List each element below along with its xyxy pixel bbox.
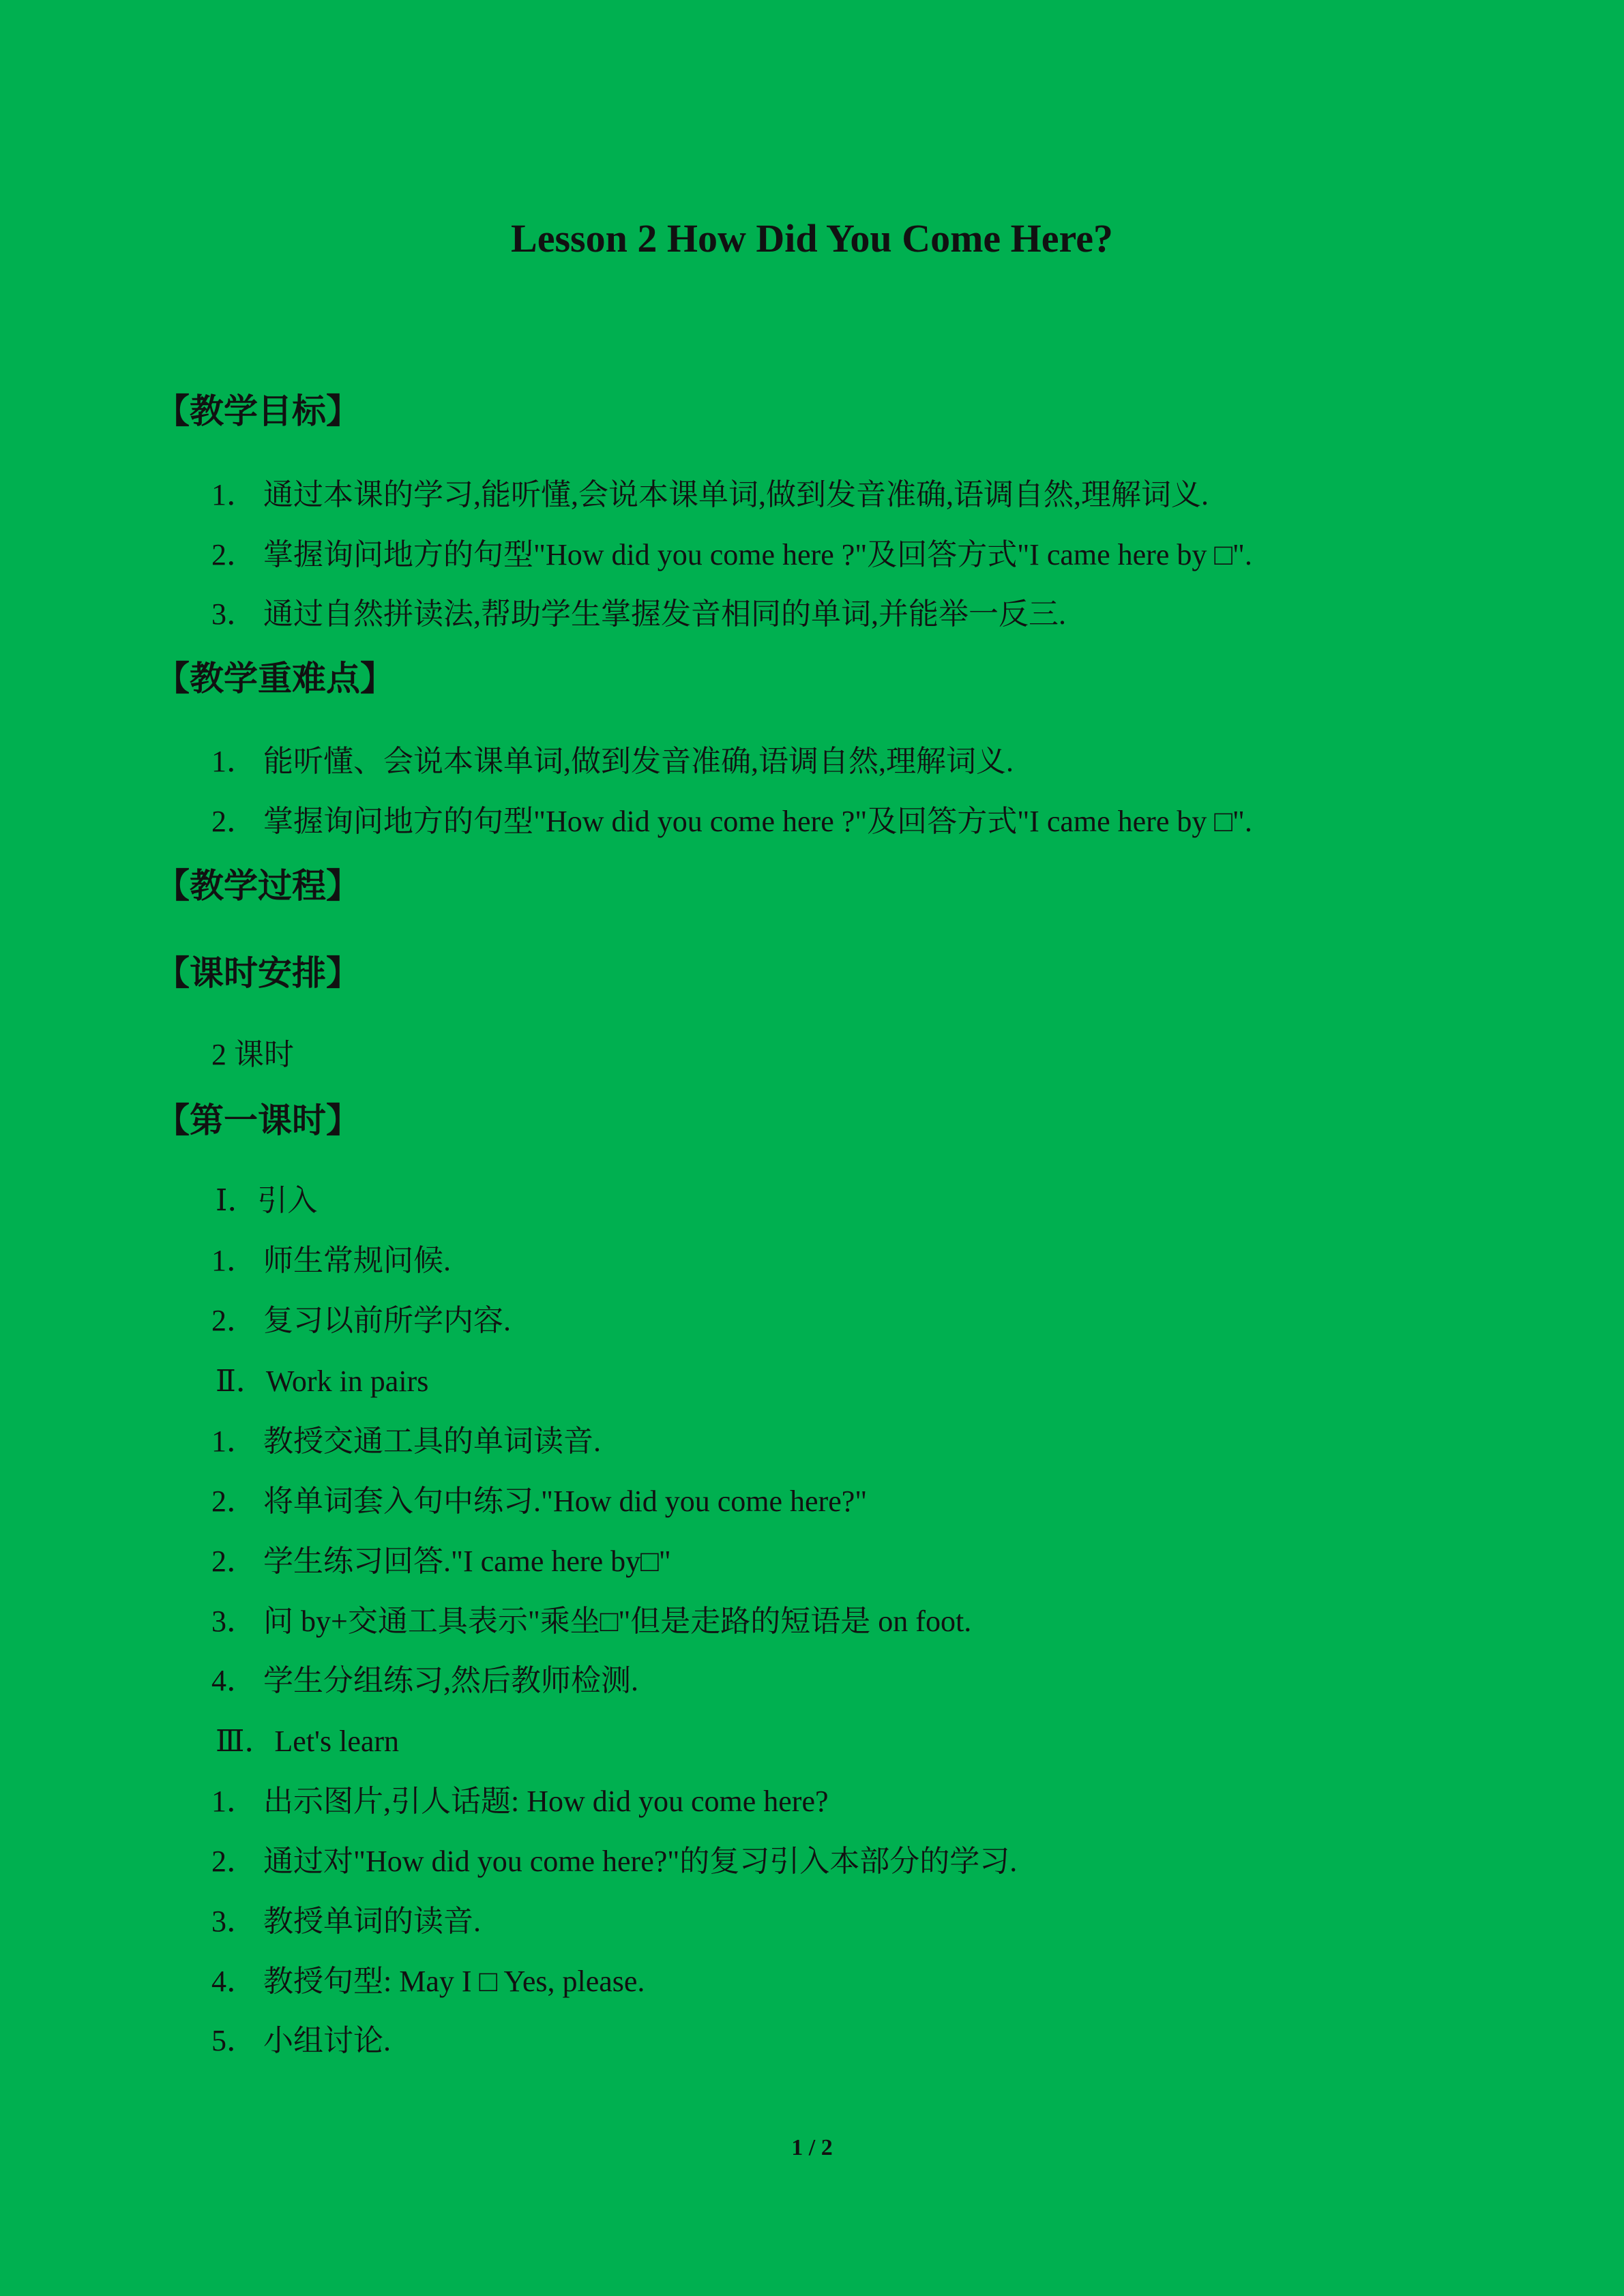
list-item: 4． 学生分组练习,然后教师检测. bbox=[211, 1664, 638, 1697]
list-item: 1． 出示图片,引人话题: How did you come here? bbox=[211, 1785, 829, 1818]
lesson-one-heading: 【第一课时】 bbox=[156, 1101, 360, 1140]
key-point-item: 1． 能听懂、会说本课单词,做到发音准确,语调自然,理解词义. bbox=[211, 745, 1014, 778]
part-two-label: Ⅱ．Work in pairs bbox=[216, 1365, 429, 1398]
page-title: Lesson 2 How Did You Come Here? bbox=[511, 216, 1113, 260]
process-heading: 【教学过程】 bbox=[156, 866, 360, 906]
objective-item: 3． 通过自然拼读法,帮助学生掌握发音相同的单词,并能举一反三. bbox=[211, 597, 1066, 631]
part-one-label: Ⅰ．引入 bbox=[216, 1184, 318, 1217]
list-item: 4． 教授句型: May I □ Yes, please. bbox=[211, 1965, 645, 1998]
part-three-label: Ⅲ．Let's learn bbox=[216, 1725, 400, 1758]
page-indicator: 1 / 2 bbox=[791, 2135, 833, 2160]
list-item: 2． 学生练习回答."I came here by□" bbox=[211, 1545, 671, 1578]
schedule-heading: 【课时安排】 bbox=[156, 953, 360, 993]
list-item: 5． 小组讨论. bbox=[211, 2024, 391, 2057]
list-item: 2． 将单词套入句中练习."How did you come here?" bbox=[211, 1485, 868, 1518]
list-item: 3． 教授单词的读音. bbox=[211, 1905, 481, 1938]
schedule-text: 2 课时 bbox=[211, 1038, 294, 1071]
list-item: 2． 复习以前所学内容. bbox=[211, 1304, 511, 1337]
objective-item: 1． 通过本课的学习,能听懂,会说本课单词,做到发音准确,语调自然,理解词义. bbox=[211, 478, 1209, 511]
objectives-heading: 【教学目标】 bbox=[156, 391, 360, 431]
list-item: 3． 问 by+交通工具表示"乘坐□"但是走路的短语是 on foot. bbox=[211, 1605, 972, 1638]
objective-item: 2． 掌握询问地方的句型"How did you come here ?"及回答方式"I came here by □". bbox=[211, 538, 1252, 571]
list-item: 1． 教授交通工具的单词读音. bbox=[211, 1425, 601, 1458]
list-item: 2． 通过对"How did you come here?"的复习引入本部分的学习. bbox=[211, 1845, 1018, 1878]
key-point-item: 2． 掌握询问地方的句型"How did you come here ?"及回答方式"I came here by □". bbox=[211, 805, 1252, 838]
key-points-heading: 【教学重难点】 bbox=[156, 659, 394, 698]
list-item: 1． 师生常规问候. bbox=[211, 1244, 451, 1277]
